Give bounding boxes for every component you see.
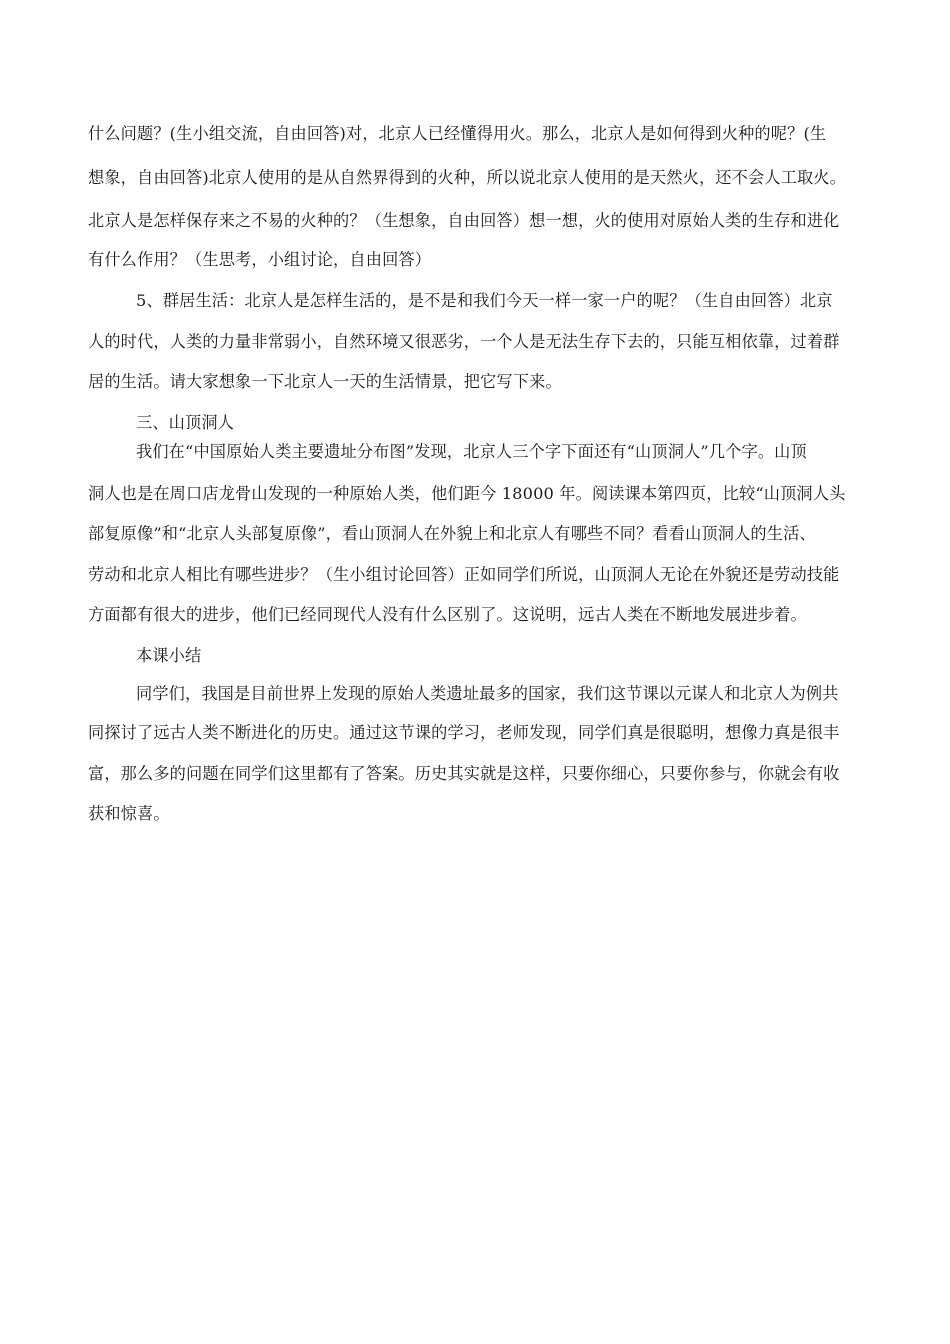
paragraph-line: 居的生活。请大家想象一下北京人一天的生活情景，把它写下来。	[88, 372, 562, 391]
section-heading: 三、山顶洞人	[136, 413, 235, 432]
section-heading: 本课小结	[136, 646, 202, 665]
paragraph-line: 什么问题？(生小组交流，自由回答)对，北京人已经懂得用火。那么，北京人是如何得到火种的呢？(生	[88, 124, 827, 143]
paragraph-line: 人的时代，人类的力量非常弱小，自然环境又很恶劣，一个人是无法生存下去的，只能互相依靠，过着群	[88, 332, 840, 351]
paragraph-line: 我们在“中国原始人类主要遗址分布图”发现，北京人三个字下面还有“山顶洞人”几个字。山顶	[136, 442, 807, 461]
paragraph-line: 获和惊喜。	[88, 804, 170, 823]
paragraph-line: 同学们，我国是目前世界上发现的原始人类遗址最多的国家，我们这节课以元谋人和北京人为例共	[136, 684, 839, 703]
paragraph-line: 北京人是怎样保存来之不易的火种的？（生想象，自由回答）想一想，火的使用对原始人类的生存和进化	[88, 211, 840, 230]
paragraph-line: 同探讨了远古人类不断进化的历史。通过这节课的学习，老师发现，同学们真是很聪明，想像力真是很丰	[88, 723, 840, 742]
paragraph-line: 洞人也是在周口店龙骨山发现的一种原始人类，他们距今 18000 年。阅读课本第四页，比较“山顶洞人头	[88, 484, 846, 503]
paragraph-line: 有什么作用？（生思考，小组讨论，自由回答）	[88, 250, 432, 269]
paragraph-line: 富，那么多的问题在同学们这里都有了答案。历史其实就是这样，只要你细心，只要你参与，你就会有收	[88, 764, 840, 783]
paragraph-line: 想象，自由回答)北京人使用的是从自然界得到的火种，所以说北京人使用的是天然火，还不会人工取火。	[88, 168, 846, 187]
paragraph-line: 5、群居生活：北京人是怎样生活的，是不是和我们今天一样一家一户的呢？（生自由回答）北京	[136, 291, 833, 310]
paragraph-line: 劳动和北京人相比有哪些进步？（生小组讨论回答）正如同学们所说，山顶洞人无论在外貌还是劳动技能	[88, 565, 840, 584]
paragraph-line: 方面都有很大的进步，他们已经同现代人没有什么区别了。这说明，远古人类在不断地发展进步着。	[88, 605, 807, 624]
paragraph-line: 部复原像”和“北京人头部复原像”，看山顶洞人在外貌上和北京人有哪些不同？看看山顶洞人的生活、	[88, 524, 816, 543]
